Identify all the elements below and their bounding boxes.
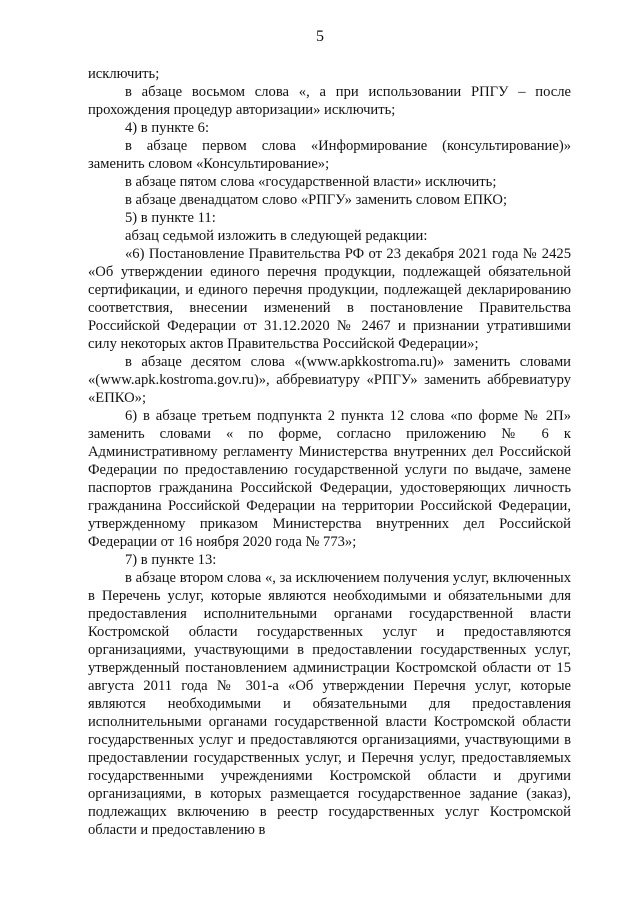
document-body (88, 65, 571, 839)
paragraph: 5) в пункте 11: (125, 210, 216, 226)
paragraph: в абзаце восьмом слова «, а при использовании РПГУ – после прохождения процедур авторизации» исключить; (88, 84, 571, 118)
paragraph: абзац седьмой изложить в следующей редакции: (125, 228, 428, 244)
paragraph: исключить; (88, 66, 160, 82)
paragraph: 4) в пункте 6: (125, 120, 210, 136)
paragraph: в абзаце втором слова «, за исключением получения услуг, включенных в Перечень услуг, которые являются необходимыми и обязательными для предоставления исполнительными органами государственной власти Костромской области государственных услуг и предоставляются организациями, участвующими в предоставлении государственных услуг, утвержденный постановлением администрации Костромской области от 15 августа 2011 года № 301-а «Об утверждении Перечня услуг, которые являются необходимыми и обязательными для предоставления исполнительными органами государственной власти Костромской области государственных услуг и предоставляются организациями, участвующими в предоставлении государственных услуг, и Перечня услуг, предоставляемых государственными учреждениями Костромской области и другими организациями, в которых размещается государственное задание (заказ), подлежащих включению в реестр государственных услуг Костромской области и предоставлению в (88, 570, 571, 838)
paragraph: 7) в пункте 13: (125, 552, 217, 568)
paragraph: 6) в абзаце третьем подпункта 2 пункта 12 слова «по форме № 2П» заменить словами « по форме, согласно приложению № 6 к Административному регламенту Министерства внутренних дел Российской Федерации по предоставлению государственной услуги по выдаче, замене паспортов гражданина Российской Федерации, удостоверяющих личность гражданина Российской Федерации на территории Российской Федерации, утвержденному приказом Министерства внутренних дел Российской Федерации от 16 ноября 2020 года № 773»; (88, 408, 571, 550)
paragraph: в абзаце десятом слова «(www.apkkostroma.ru)» заменить словами «(www.apk.kostroma.gov.ru)», аббревиатуру «РПГУ» заменить аббревиатуру «ЕПКО»; (88, 354, 571, 406)
paragraph: в абзаце первом слова «Информирование (консультирование)» заменить словом «Консультирование»; (88, 138, 571, 172)
paragraph: «6) Постановление Правительства РФ от 23 декабря 2021 года № 2425 «Об утверждении единого перечня продукции, подлежащей обязательной сертификации, и единого перечня продукции, подлежащей декларированию соответствия, внесении изменений в постановление Правительства Российской Федерации от 31.12.2020 № 2467 и признании утратившими силу некоторых актов Правительства Российской Федерации»; (88, 246, 571, 352)
paragraph: в абзаце пятом слова «государственной власти» исключить; (125, 174, 497, 190)
paragraph: в абзаце двенадцатом слово «РПГУ» заменить словом ЕПКО; (125, 192, 508, 208)
page-number: 5 (316, 28, 324, 45)
